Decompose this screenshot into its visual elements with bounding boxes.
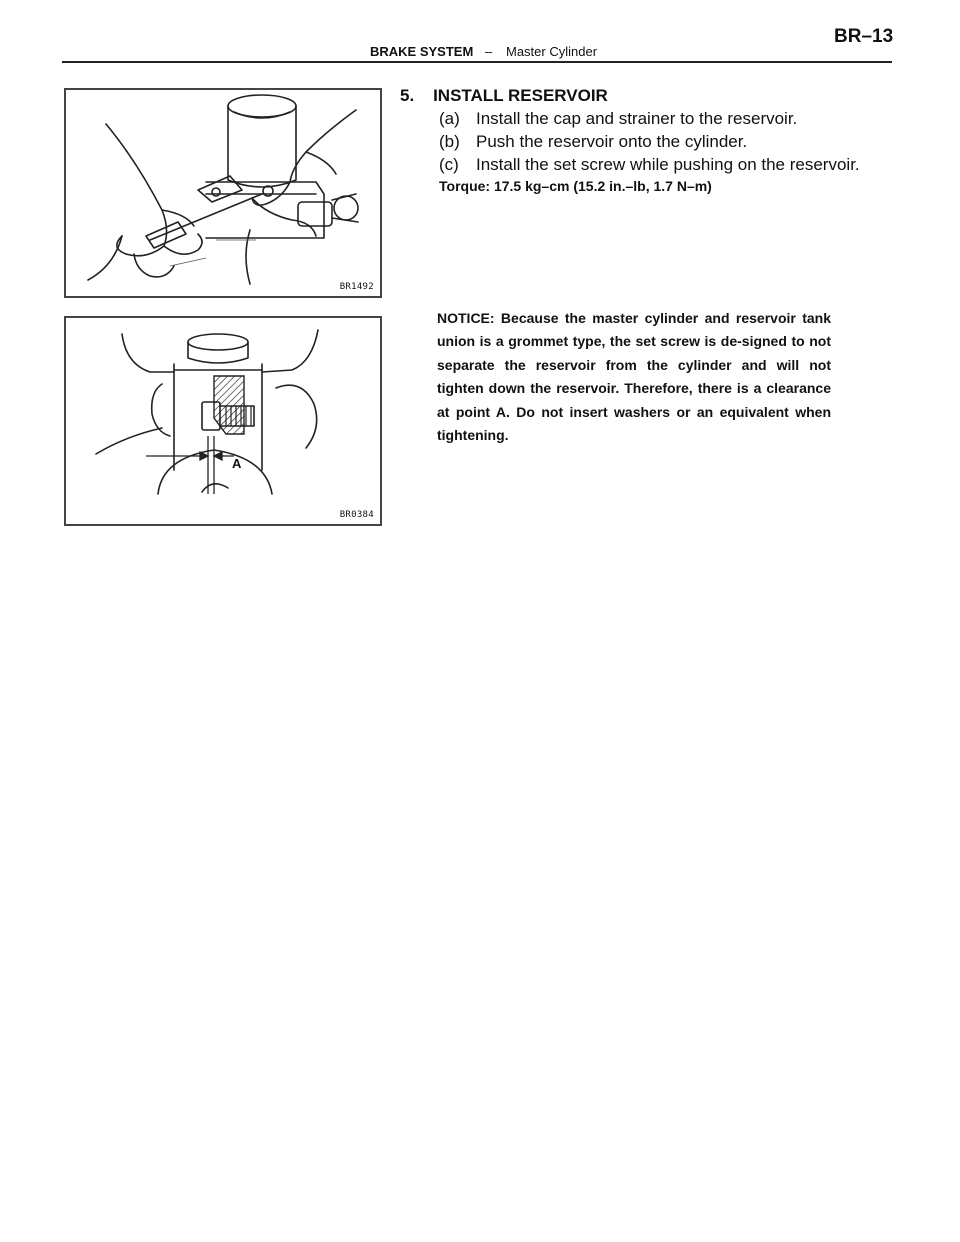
page-number: BR–13 [834, 26, 894, 47]
header-section-title: BRAKE SYSTEM [370, 44, 474, 59]
header-separator: – [485, 44, 493, 59]
substep-text: Install the set screw while pushing on the reservoir. [476, 155, 860, 174]
substep-c [439, 155, 860, 175]
figure-code: BR1492 [339, 282, 374, 292]
clearance-point-label: A [232, 456, 242, 471]
clearance-section-drawing [66, 318, 380, 524]
torque-spec: Torque: 17.5 kg–cm (15.2 in.–lb, 1.7 N–m) [439, 178, 712, 194]
reservoir-install-illustration [64, 88, 382, 298]
substep-b [439, 132, 747, 152]
substep-text: Install the cap and strainer to the reservoir. [476, 109, 798, 128]
substep-label: (a) [439, 109, 460, 128]
substep-label: (c) [439, 155, 459, 174]
substep-label: (b) [439, 132, 460, 151]
notice-paragraph: NOTICE: Because the master cylinder and reservoir tank union is a grommet type, the set screw is de-signed to not separate the reservoir from the cylinder and will not tighten down the reservoir. Therefore, there is a clearance at point A. Do not insert washers or an equivalent when tightening. [437, 310, 831, 444]
substep-text: Push the reservoir onto the cylinder. [476, 132, 748, 151]
reservoir-install-drawing [66, 90, 380, 296]
header-rule [62, 61, 892, 63]
substep-a [439, 109, 797, 129]
figure-code: BR0384 [339, 510, 374, 520]
step-title: 5. INSTALL RESERVOIR [400, 86, 608, 105]
header-subsection-title: Master Cylinder [506, 44, 598, 59]
clearance-section-illustration [64, 316, 382, 526]
